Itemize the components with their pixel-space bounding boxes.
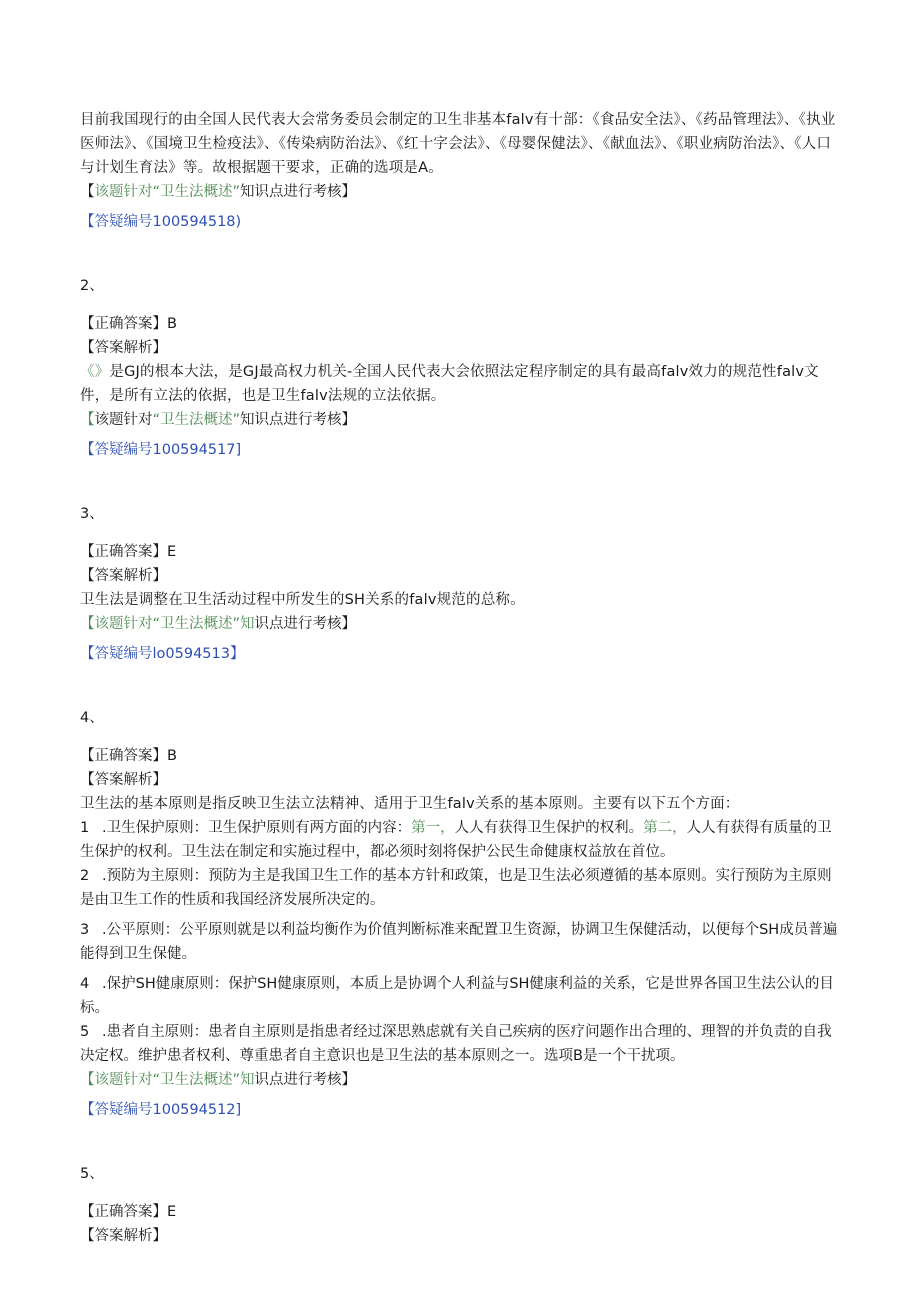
q4-question-id: 【答疑编号100594512] xyxy=(80,1102,242,1118)
q4-principle-1: 1 .卫生保护原则：卫生保护原则有两方面的内容：第一，人人有获得卫生保护的权利。第二，人人有获得有质量的卫生保护的权利。卫生法在制定和实施过程中，都必须时刻将保护公民生命健康权益放在首位。 xyxy=(80,820,832,860)
q4-principle-4: 4 .保护SH健康原则：保护SH健康原则，本质上是协调个人利益与SH健康利益的关系，它是世界各国卫生法公认的目标。 xyxy=(80,976,834,1016)
q5-correct-answer: 【正确答案】E xyxy=(80,1204,177,1220)
q4-principle-5: 5 .患者自主原则：患者自主原则是指患者经过深思熟虑就有关自己疾病的医疗问题作出合理的、理智的并负责的自我决定权。维护患者权利、尊重患者自主意识也是卫生法的基本原则之一。选项B是一个干扰项。 xyxy=(80,1024,832,1064)
q4-analysis-label: 【答案解析】 xyxy=(80,772,167,788)
q2-question-id: 【答疑编号100594517] xyxy=(80,442,242,458)
q5-number: 5、 xyxy=(80,1166,104,1182)
q1-question-id: 【答疑编号100594518) xyxy=(80,214,242,230)
q4-correct-answer: 【正确答案】B xyxy=(80,748,177,764)
q1-topic-note: 【该题针对“卫生法概述”知识点进行考核】 xyxy=(80,184,357,200)
q4-topic-note: 【该题针对“卫生法概述”知识点进行考核】 xyxy=(80,1072,357,1088)
q3-analysis: 卫生法是调整在卫生活动过程中所发生的SH关系的falv规范的总称。 xyxy=(80,592,525,608)
q1-analysis: 目前我国现行的由全国人民代表大会常务委员会制定的卫生非基本falv有十部：《食品安全法》、《药品管理法》、《执业医师法》、《国境卫生检疫法》、《传染病防治法》、《红十字会法》、《母婴保健法》、《献血法》、《职业病防治法》、《人口与计划生育法》等。故根据题干要求，正确的选项是A。 xyxy=(80,112,836,176)
q4-principle-2: 2 .预防为主原则：预防为主是我国卫生工作的基本方针和政策，也是卫生法必须遵循的基本原则。实行预防为主原则是由卫生工作的性质和我国经济发展所决定的。 xyxy=(80,868,832,908)
document-page xyxy=(80,108,845,1248)
q2-analysis-label: 【答案解析】 xyxy=(80,340,167,356)
q3-correct-answer: 【正确答案】E xyxy=(80,544,177,560)
q2-number: 2、 xyxy=(80,278,104,294)
q3-question-id: 【答疑编号lo0594513】 xyxy=(80,646,245,662)
q3-analysis-label: 【答案解析】 xyxy=(80,568,167,584)
q4-principle-3: 3 .公平原则：公平原则就是以利益均衡作为价值判断标准来配置卫生资源，协调卫生保健活动，以便每个SH成员普遍能得到卫生保健。 xyxy=(80,922,838,962)
q5-analysis-label: 【答案解析】 xyxy=(80,1228,167,1244)
q3-number: 3、 xyxy=(80,506,104,522)
q2-analysis: 《》是GJ的根本大法，是GJ最高权力机关-全国人民代表大会依照法定程序制定的具有最高falv效力的规范性falv文件，是所有立法的依据，也是卫生falv法规的立法依据。 xyxy=(80,364,819,404)
q4-analysis-intro: 卫生法的基本原则是指反映卫生法立法精神、适用于卫生falv关系的基本原则。主要有以下五个方面： xyxy=(80,796,740,812)
q3-topic-note: 【该题针对“卫生法概述”知识点进行考核】 xyxy=(80,616,357,632)
q2-topic-note: 【该题针对“卫生法概述”知识点进行考核】 xyxy=(80,412,357,428)
q4-number: 4、 xyxy=(80,710,104,726)
q2-correct-answer: 【正确答案】B xyxy=(80,316,177,332)
